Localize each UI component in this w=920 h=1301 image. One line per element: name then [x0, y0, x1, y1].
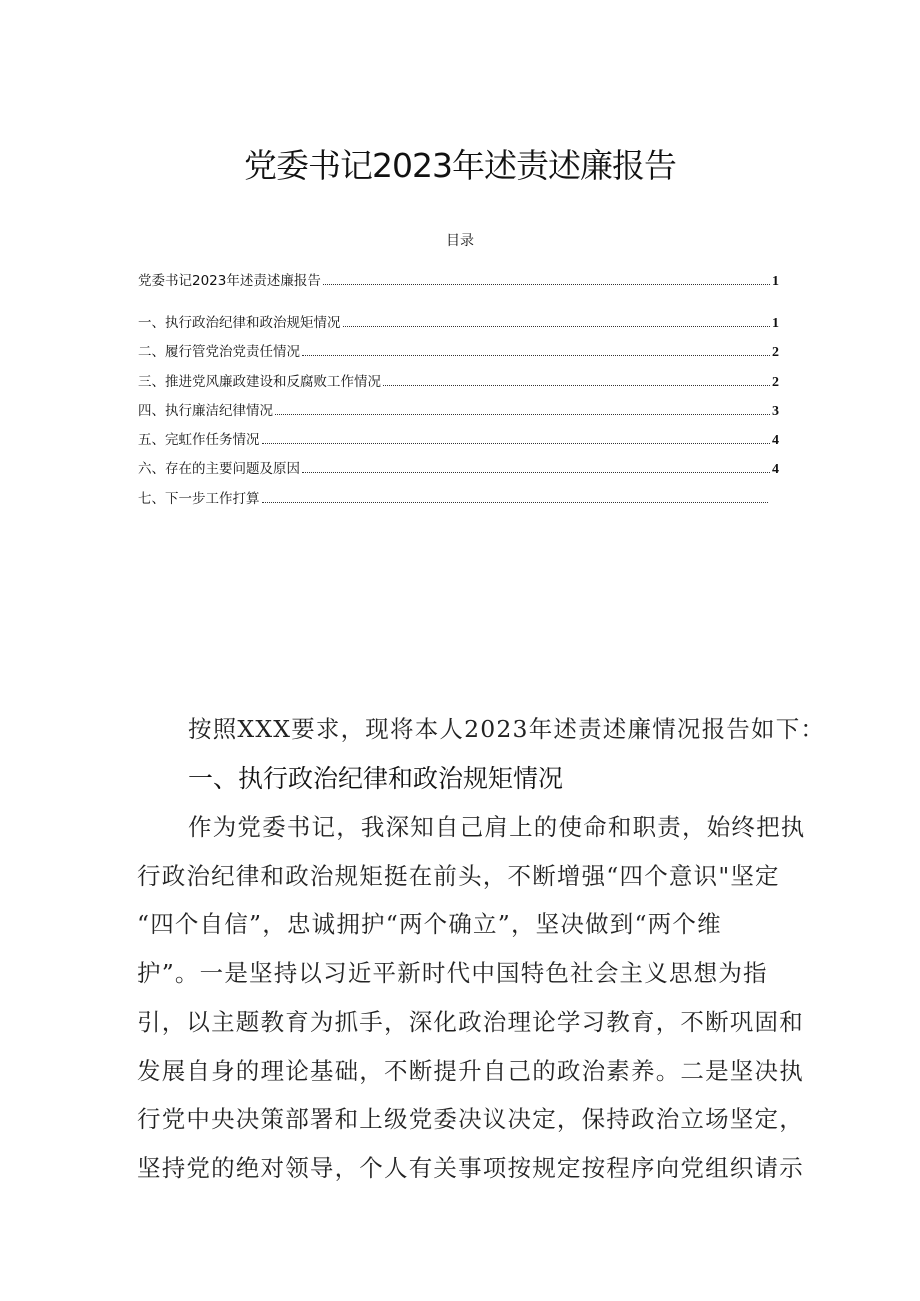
toc-page-number: 1 [772, 316, 779, 331]
toc-entry-label: 三、推进党风廉政建设和反腐败工作情况 [138, 374, 381, 390]
toc-leader-dots [302, 355, 770, 356]
toc-entry[interactable] [138, 457, 779, 477]
toc-page-number: 4 [772, 462, 779, 477]
toc-page-number: 2 [772, 375, 779, 390]
toc-entry[interactable] [138, 399, 779, 419]
toc-entry-label: 七、下一步工作打算 [138, 491, 260, 507]
toc-page-number: 3 [772, 404, 779, 419]
toc-entry[interactable] [138, 487, 770, 507]
body-line: 发展自身的理论基础，不断提升自己的政治素养。二是坚决执 [137, 1056, 804, 1085]
toc-leader-dots [262, 443, 771, 444]
toc-entry-label: 五、完虹作任务情况 [138, 432, 260, 448]
body-line: 引，以主题教育为抓手，深化政治理论学习教育，不断巩固和 [137, 1007, 804, 1036]
toc-heading: 目录 [446, 233, 474, 249]
toc-page-number: 1 [772, 274, 779, 289]
toc-leader-dots [262, 502, 769, 503]
body-line: 作为党委书记，我深知自己肩上的使命和职责，始终把执 [188, 813, 806, 841]
toc-entry[interactable] [138, 340, 779, 360]
toc-entry[interactable] [138, 428, 779, 448]
toc-page-number: 4 [772, 433, 779, 448]
toc-entry[interactable] [138, 311, 779, 331]
toc-entry-label: 二、履行管党治党责任情况 [138, 344, 300, 360]
toc-entry-label: 四、执行廉洁纪律情况 [138, 403, 273, 419]
body-line: “四个自信”，忠诚拥护“两个确立”，坚决做到“两个维 [137, 910, 722, 939]
body-line: 坚持党的绝对领导，个人有关事项按规定按程序向党组织请示 [137, 1153, 804, 1182]
toc-page-number: 2 [772, 345, 779, 360]
body-line: 行党中央决策部署和上级党委决议决定，保持政治立场坚定， [137, 1105, 804, 1134]
toc-leader-dots [323, 284, 770, 285]
toc-entry[interactable] [138, 370, 779, 390]
section-heading: 一、执行政治纪律和政治规矩情况 [188, 764, 564, 793]
body-line: 行政治纪律和政治规矩挺在前头，不断增强“四个意识"坚定 [137, 861, 780, 890]
toc-leader-dots [302, 472, 770, 473]
document-title: 党委书记2023年述责述廉报告 [244, 146, 676, 185]
toc-leader-dots [275, 414, 770, 415]
toc-leader-dots [343, 326, 771, 327]
body-line: 护”。一是坚持以习近平新时代中国特色社会主义思想为指 [137, 959, 768, 988]
toc-entry-label: 六、存在的主要问题及原因 [138, 461, 300, 477]
toc-entry-label: 党委书记2023年述责述廉报告 [138, 273, 321, 289]
toc-leader-dots [383, 385, 770, 386]
toc-entry[interactable] [138, 269, 779, 289]
toc-entry-label: 一、执行政治纪律和政治规矩情况 [138, 315, 341, 331]
intro-paragraph: 按照XXX要求，现将本人2023年述责述廉情况报告如下： [188, 715, 826, 743]
